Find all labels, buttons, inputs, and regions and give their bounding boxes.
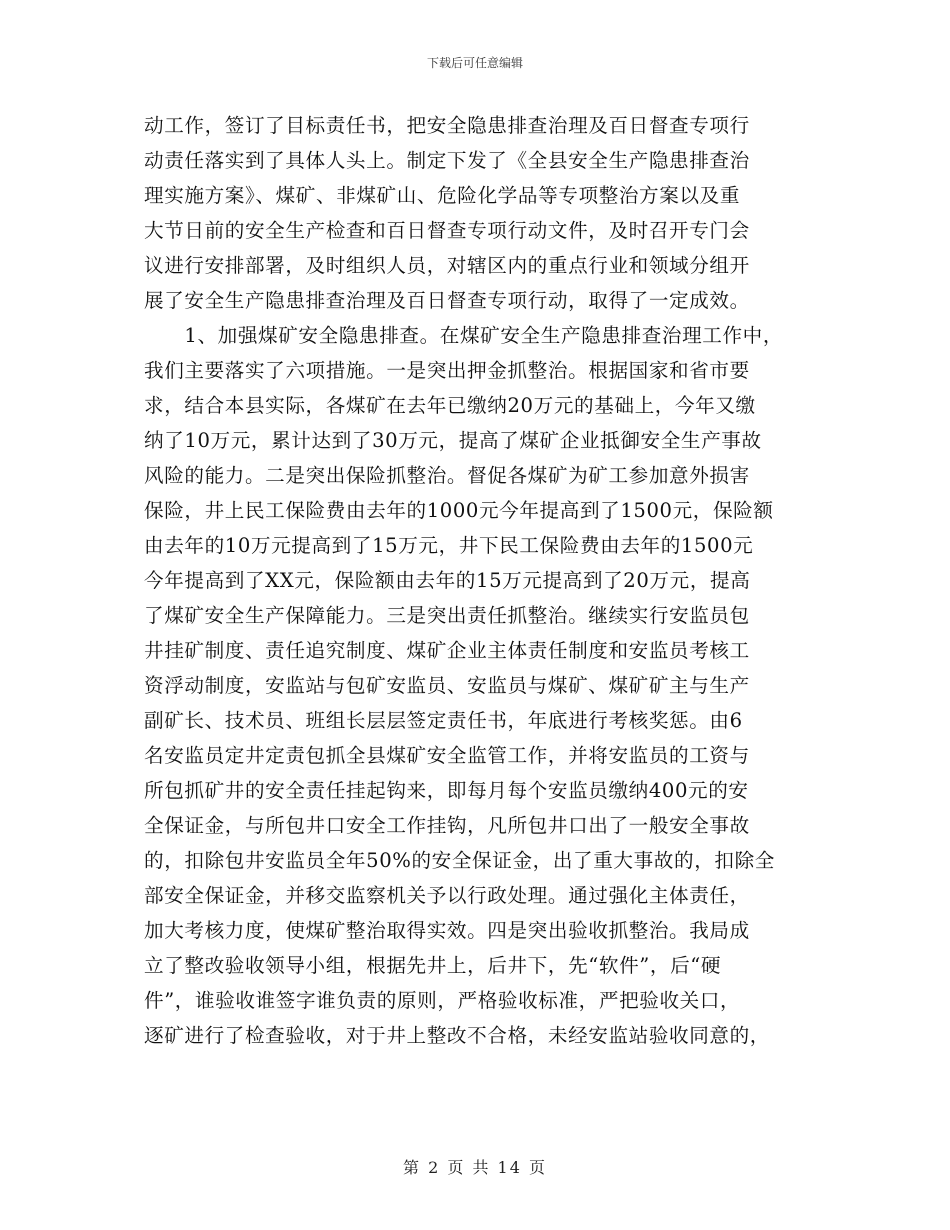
page-footer: 第 2 页 共 14 页 bbox=[403, 1158, 547, 1177]
text-line: 理实施方案》、煤矿、非煤矿山、危险化学品等专项整治方案以及重 bbox=[144, 184, 741, 207]
text-line: 全保证金，与所包井口安全工作挂钩，凡所包井口出了一般安全事故 bbox=[144, 814, 750, 837]
text-line: 大节日前的安全生产检查和百日督查专项行动文件，及时召开专门会 bbox=[144, 219, 750, 242]
text-line: 今年提高到了XX元，保险额由去年的15万元提高到了20万元，提高 bbox=[144, 569, 751, 592]
text-line: 逐矿进行了检查验收，对于井上整改不合格，未经安监站验收同意的， bbox=[144, 1024, 771, 1047]
text-line: 议进行安排部署，及时组织人员，对辖区内的重点行业和领域分组开 bbox=[144, 254, 750, 277]
text-line: 动责任落实到了具体人头上。制定下发了《全县安全生产隐患排查治 bbox=[144, 149, 750, 172]
text-line: 纳了10万元，累计达到了30万元，提高了煤矿企业抵御安全生产事故 bbox=[144, 429, 762, 452]
text-line: 展了安全生产隐患排查治理及百日督查专项行动，取得了一定成效。 bbox=[144, 289, 750, 312]
text-line: 井挂矿制度、责任追究制度、煤矿企业主体责任制度和安监员考核工 bbox=[144, 639, 750, 662]
text-line: 由去年的10万元提高到了15万元，井下民工保险费由去年的1500元 bbox=[144, 534, 754, 557]
text-line: 我们主要落实了六项措施。一是突出押金抓整治。根据国家和省市要 bbox=[144, 359, 750, 382]
text-line: 了煤矿安全生产保障能力。三是突出责任抓整治。继续实行安监员包 bbox=[144, 604, 750, 627]
text-line: 风险的能力。二是突出保险抓整治。督促各煤矿为矿工参加意外损害 bbox=[144, 464, 750, 487]
page-header: 下载后可任意编辑 bbox=[426, 56, 523, 70]
text-line: 所包抓矿井的安全责任挂起钩来，即每月每个安监员缴纳400元的安 bbox=[144, 779, 749, 802]
text-line: 件”，谁验收谁签字谁负责的原则，严格验收标准，严把验收关口， bbox=[144, 989, 741, 1012]
text-line: 资浮动制度，安监站与包矿安监员、安监员与煤矿、煤矿矿主与生产 bbox=[144, 674, 750, 697]
text-line: 求，结合本县实际，各煤矿在去年已缴纳20万元的基础上，今年又缴 bbox=[144, 394, 756, 417]
text-line: 名安监员定井定责包抓全县煤矿安全监管工作，并将安监员的工资与 bbox=[144, 744, 750, 767]
text-line: 保险，井上民工保险费由去年的1000元今年提高到了1500元，保险额 bbox=[144, 499, 774, 522]
text-line: 的，扣除包井安监员全年50%的安全保证金，出了重大事故的，扣除全 bbox=[144, 849, 775, 872]
text-line: 立了整改验收领导小组，根据先井上，后井下，先“软件”，后“硬 bbox=[144, 954, 722, 977]
text-line: 动工作，签订了目标责任书，把安全隐患排查治理及百日督查专项行 bbox=[144, 114, 750, 137]
text-line: 部安全保证金，并移交监察机关予以行政处理。通过强化主体责任， bbox=[144, 884, 750, 907]
text-line: 副矿长、技术员、班组长层层签定责任书，年底进行考核奖惩。由6 bbox=[144, 709, 743, 732]
text-line: 1、加强煤矿安全隐患排查。在煤矿安全生产隐患排查治理工作中， bbox=[144, 324, 784, 347]
text-line: 加大考核力度，使煤矿整治取得实效。四是突出验收抓整治。我局成 bbox=[144, 919, 750, 942]
